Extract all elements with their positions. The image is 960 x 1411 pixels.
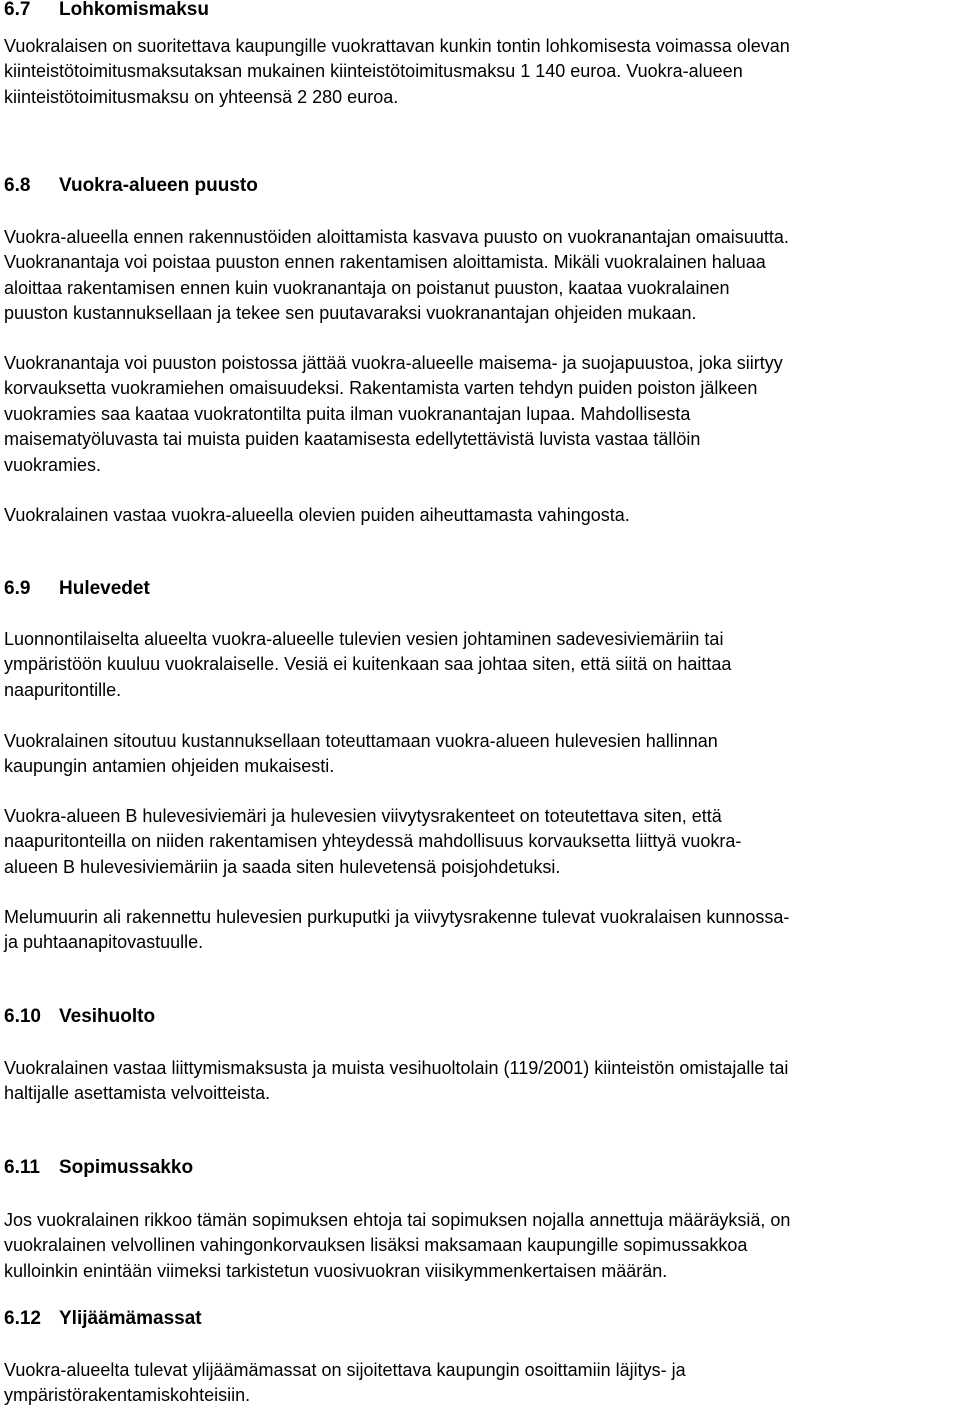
text-line: aloittaa rakentamisen ennen kuin vuokranantaja on poistanut puuston, kaataa vuokralainen [4,277,730,298]
paragraph [4,1358,960,1409]
section-title: Vuokra-alueen puusto [59,175,258,196]
text-line: alueen B hulevesiviemäriin ja saada siten hulevetensä poisjohdetuksi. [4,856,561,877]
text-line: ympäristöön kuuluu vuokralaiselle. Vesiä ei kuitenkaan saa johtaa siten, että siitä on haittaa [4,654,732,675]
section-heading-6-10 [4,1005,155,1029]
text-line: Vuokranantaja voi poistaa puuston ennen rakentamisen aloittamista. Mikäli vuokralainen haluaa [4,252,766,273]
paragraph [4,351,960,478]
paragraph [4,503,960,528]
section-title: Lohkomismaksu [59,0,209,20]
text-line: haltijalle asettamista velvoitteista. [4,1083,271,1104]
text-line: naapuritontille. [4,679,122,700]
section-number: 6.11 [4,1157,40,1178]
section-number: 6.12 [4,1308,41,1329]
section-number: 6.9 [4,578,31,599]
text-line: Vuokra-alueen B hulevesiviemäri ja hulevesien viivytysrakenteet on toteutettava siten, että [4,806,722,826]
section-heading-6-12 [4,1307,202,1331]
text-line: ympäristörakentamiskohteisiin. [4,1385,251,1406]
text-line: Melumuurin ali rakennettu hulevesien purkuputki ja viivytysrakenne tulevat vuokralaisen kunnossa- [4,907,790,927]
paragraph [4,225,960,327]
paragraph [4,627,960,703]
paragraph [4,804,960,880]
text-line: kaupungin antamien ohjeiden mukaisesti. [4,756,335,777]
section-title: Ylijäämämassat [59,1308,202,1329]
text-line: puuston kustannuksellaan ja tekee sen puutavaraksi vuokranantajan ohjeiden mukaan. [4,303,697,324]
paragraph [4,905,960,956]
text-line: Luonnontilaiselta alueelta vuokra-alueelle tulevien vesien johtaminen sadevesiviemäriin tai [4,629,724,649]
text-line: vuokralainen velvollinen vahingonkorvauksen lisäksi maksamaan kaupungille sopimussakkoa [4,1235,748,1256]
section-title: Sopimussakko [59,1157,194,1178]
paragraph [4,729,960,780]
text-line: Vuokra-alueelta tulevat ylijäämämassat on sijoitettava kaupungin osoittamiin läjitys- ja [4,1360,686,1380]
section-number: 6.10 [4,1006,41,1027]
section-heading-6-8 [4,174,258,198]
text-line: korvauksetta vuokramiehen omaisuudeksi. Rakentamista varten tehdyn puiden poiston jälkeen [4,378,758,399]
text-line: vuokramies saa kaataa vuokratontilta puita ilman vuokranantajan lupaa. Mahdollisesta [4,403,691,424]
section-heading-6-11 [4,1156,193,1180]
text-line: kulloinkin enintään viimeksi tarkistetun vuosivuokran viisikymmenkertaisen määrän. [4,1260,668,1281]
text-line: ja puhtaanapitovastuulle. [4,932,204,953]
section-heading-6-7 [4,0,209,22]
text-line: naapuritonteilla on niiden rakentamisen yhteydessä mahdollisuus korvauksetta liittyä vuokra- [4,831,742,852]
section-number: 6.8 [4,175,31,196]
text-line: kiinteistötoimitusmaksu on yhteensä 2 280 euroa. [4,86,399,107]
text-line: vuokramies. [4,454,102,475]
text-line: Vuokralainen sitoutuu kustannuksellaan toteuttamaan vuokra-alueen hulevesien hallinnan [4,731,718,751]
paragraph [4,1056,960,1107]
section-title: Vesihuolto [59,1006,156,1027]
text-line: Vuokralainen vastaa vuokra-alueella olevien puiden aiheuttamasta vahingosta. [4,505,630,525]
text-line: Jos vuokralainen rikkoo tämän sopimuksen ehtoja tai sopimuksen nojalla annettuja määräyksiä, on [4,1210,791,1230]
paragraph [4,34,960,110]
text-line: Vuokra-alueella ennen rakennustöiden aloittamista kasvava puusto on vuokranantajan omaisuutta. [4,227,789,247]
text-line: kiinteistötoimitusmaksutaksan mukainen kiinteistötoimitusmaksu 1 140 euroa. Vuokra-alueen [4,61,743,82]
text-line: maisematyöluvasta tai muista puiden kaatamisesta edellytettävistä luvista vastaa tällöin [4,429,701,450]
text-line: Vuokralainen vastaa liittymismaksusta ja muista vesihuoltolain (119/2001) kiinteistön omistajalle tai [4,1058,789,1078]
section-title: Hulevedet [59,578,150,599]
paragraph [4,1208,960,1284]
text-line: Vuokranantaja voi puuston poistossa jättää vuokra-alueelle maisema- ja suojapuustoa, joka siirtyy [4,353,783,373]
section-number: 6.7 [4,0,31,20]
section-heading-6-9 [4,577,150,601]
text-line: Vuokralaisen on suoritettava kaupungille vuokrattavan kunkin tontin lohkomisesta voimassa olevan [4,36,790,56]
